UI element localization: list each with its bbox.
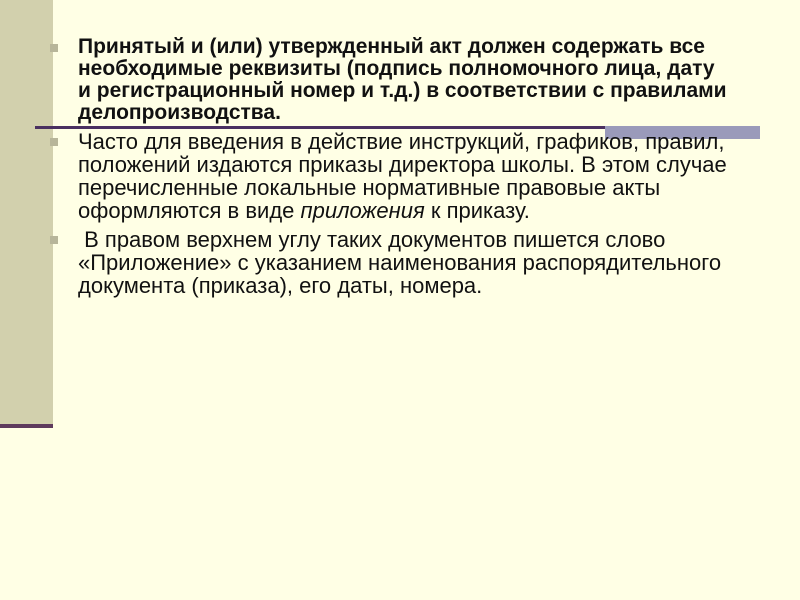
square-bullet-icon — [50, 138, 58, 146]
bullet-item-2 — [48, 130, 728, 222]
side-accent-line — [0, 424, 53, 428]
bullet-item-2-emphasis: приложения — [300, 198, 425, 223]
bullet-item-3 — [48, 228, 728, 297]
bullet-item-2-text-after: к приказу. — [424, 198, 530, 223]
square-bullet-icon — [50, 236, 58, 244]
bullet-item-1 — [48, 36, 728, 124]
bullet-item-1-text: Принятый и (или) утвержденный акт должен содержать все необходимые реквизиты (подпись полномочного лица, дату и регистрационный номер и т.д.) в соответствии с правилами делопроизводства. — [78, 35, 727, 124]
slide-content — [48, 36, 728, 303]
bullet-item-2-text-before: Часто для введения в действие инструкций, графиков, правил, положений издаются приказы директора школы. В этом случае перечисленные локальные нормативные правовые акты оформляются в виде — [78, 129, 727, 223]
square-bullet-icon — [50, 44, 58, 52]
side-accent-band — [0, 0, 53, 424]
bullet-item-3-text: В правом верхнем углу таких документов пишется слово «Приложение» с указанием наименования распорядительного документа (приказа), его даты, номера. — [78, 227, 728, 298]
